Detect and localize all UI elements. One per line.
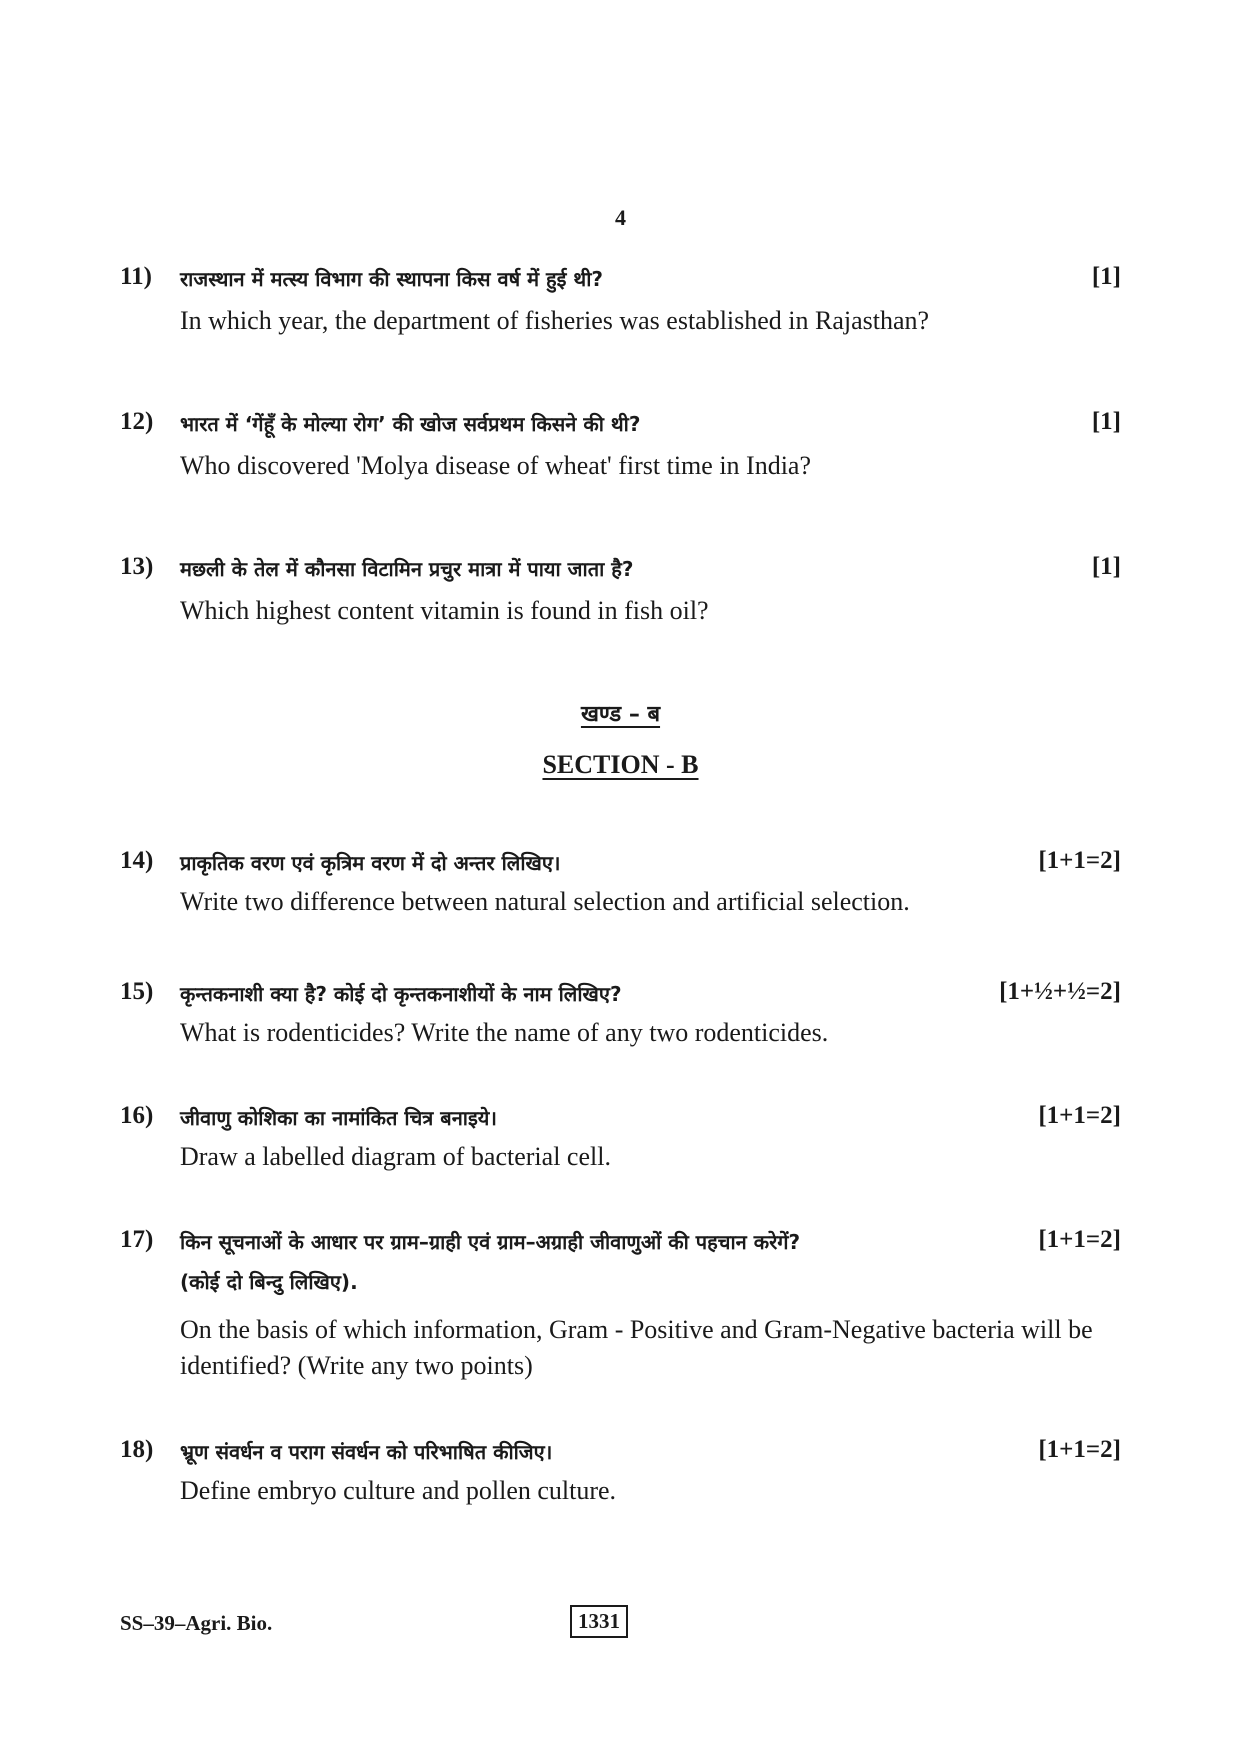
paper-number-box: 1331 xyxy=(570,1605,628,1638)
question-text-english: Who discovered 'Molya disease of wheat' first time in India? xyxy=(180,451,812,480)
question-text-hindi: किन सूचनाओं के आधार पर ग्राम–ग्राही एवं ग्राम–अग्राही जीवाणुओं की पहचान करेगें? xyxy=(180,1230,801,1254)
question-text-english: Draw a labelled diagram of bacterial cell. xyxy=(180,1142,611,1171)
question-marks: [1+½+½=2] xyxy=(999,978,1121,1005)
paper-code: SS–39–Agri. Bio. xyxy=(120,1611,273,1635)
question-number: 18) xyxy=(120,1436,154,1463)
question-marks: [1+1=2] xyxy=(1038,847,1121,874)
question-text-hindi: प्राकृतिक वरण एवं कृत्रिम वरण में दो अन्तर लिखिए। xyxy=(180,851,561,875)
question-text-hindi-line2: (कोई दो बिन्दु लिखिए). xyxy=(180,1270,358,1294)
question-text-hindi: जीवाणु कोशिका का नामांकित चित्र बनाइये। xyxy=(180,1106,497,1130)
question-number: 16) xyxy=(120,1102,154,1129)
question-text-english: Write two difference between natural selection and artificial selection. xyxy=(180,887,910,916)
question-marks: [1] xyxy=(1091,408,1121,435)
page-number: 4 xyxy=(615,205,626,230)
question-text-english: Which highest content vitamin is found in fish oil? xyxy=(180,596,709,625)
question-text-english: Define embryo culture and pollen culture. xyxy=(180,1476,617,1505)
question-marks: [1+1=2] xyxy=(1038,1436,1121,1463)
question-text-hindi: भारत में ‘गेंहूँ के मोल्या रोग’ की खोज सर्वप्रथम किसने की थी? xyxy=(180,412,641,436)
question-text-english: What is rodenticides? Write the name of any two rodenticides. xyxy=(180,1018,829,1047)
question-text-hindi: भ्रूण संवर्धन व पराग संवर्धन को परिभाषित कीजिए। xyxy=(180,1440,553,1464)
question-marks: [1+1=2] xyxy=(1038,1226,1121,1253)
question-number: 12) xyxy=(120,408,154,435)
question-number: 15) xyxy=(120,978,154,1005)
question-text-english: On the basis of which information, Gram - Positive and Gram-Negative bacteria will be identified? (Write any two points) xyxy=(180,1315,1093,1380)
question-text-hindi: राजस्थान में मत्स्य विभाग की स्थापना किस वर्ष में हुई थी? xyxy=(180,267,603,291)
question-text-hindi: मछली के तेल में कौनसा विटामिन प्रचुर मात्रा में पाया जाता है? xyxy=(180,557,634,581)
question-number: 17) xyxy=(120,1226,154,1253)
question-text-hindi: कृन्तकनाशी क्या है? कोई दो कृन्तकनाशीयों के नाम लिखिए? xyxy=(180,982,622,1006)
question-marks: [1] xyxy=(1091,263,1121,290)
question-number: 14) xyxy=(120,847,154,874)
question-number: 11) xyxy=(120,263,152,290)
question-text-english: In which year, the department of fisheries was established in Rajasthan? xyxy=(180,306,930,335)
section-title-english: SECTION - B xyxy=(542,750,699,779)
section-title-hindi: खण्ड – ब xyxy=(580,702,661,727)
question-marks: [1] xyxy=(1091,553,1121,580)
question-number: 13) xyxy=(120,553,154,580)
question-marks: [1+1=2] xyxy=(1038,1102,1121,1129)
